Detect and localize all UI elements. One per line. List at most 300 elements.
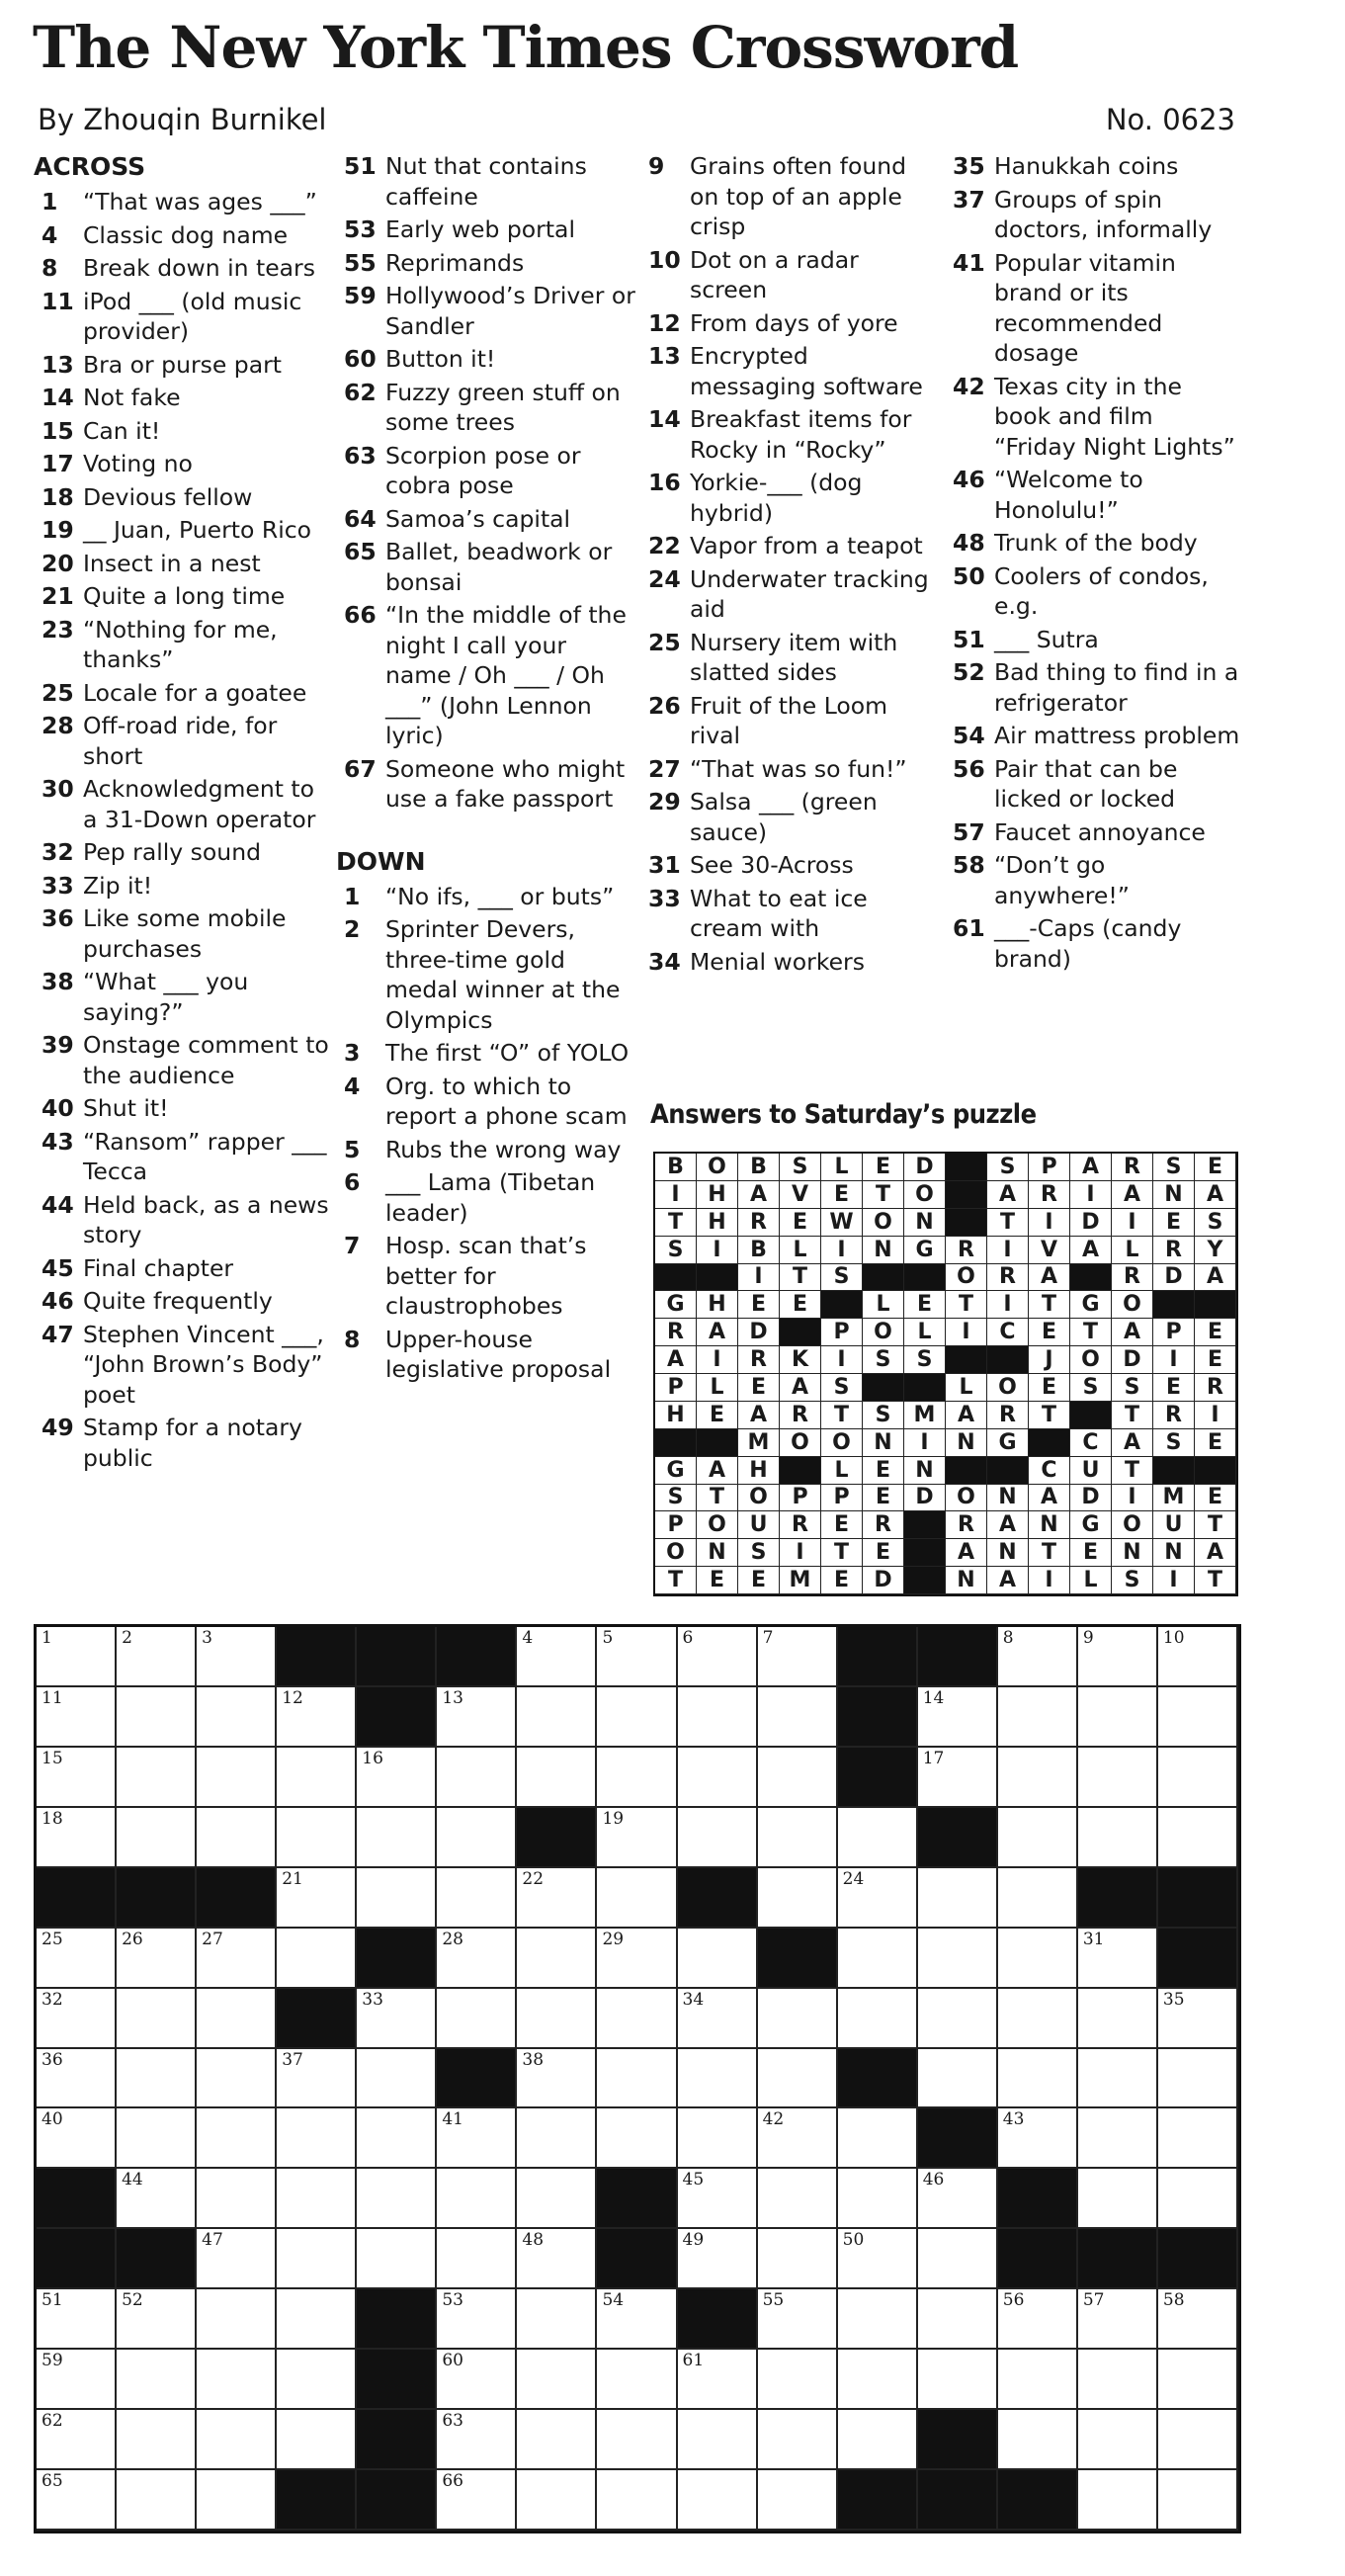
clue-number: 63 (344, 441, 377, 470)
grid-cell[interactable] (597, 1868, 677, 1929)
answer-letter: L (821, 1457, 863, 1485)
answer-letter: E (863, 1457, 904, 1485)
clue-text: Trunk of the body (994, 529, 1198, 557)
grid-cell[interactable] (437, 2108, 517, 2169)
grid-cell[interactable] (277, 1748, 357, 1808)
clue-number: 57 (953, 817, 985, 846)
grid-cell[interactable] (437, 1808, 517, 1868)
grid-cell[interactable] (1158, 2470, 1238, 2531)
grid-cell[interactable] (117, 2289, 197, 2350)
grid-cell[interactable] (678, 2410, 758, 2470)
grid-cell[interactable] (1078, 1748, 1158, 1808)
cell-number: 63 (442, 2411, 463, 2432)
answer-letter: R (1153, 1402, 1195, 1429)
grid-cell[interactable] (277, 1868, 357, 1929)
answer-letter: L (863, 1291, 904, 1319)
grid-cell[interactable] (1158, 1748, 1238, 1808)
clue-text: ___ Sutra (994, 625, 1099, 653)
grid-cell[interactable] (838, 1929, 918, 1989)
grid-cell[interactable] (1158, 1687, 1238, 1748)
grid-cell[interactable] (1078, 2169, 1158, 2229)
clue-number: 59 (344, 282, 377, 309)
grid-cell[interactable] (277, 1687, 357, 1748)
grid-cell[interactable] (918, 1989, 998, 2049)
grid-cell[interactable] (998, 1808, 1078, 1868)
clue-number: 33 (648, 884, 681, 912)
clue-text: Menial workers (690, 947, 865, 976)
grid-cell[interactable] (357, 2169, 437, 2229)
grid-cell[interactable] (1158, 2350, 1238, 2410)
clue-number: 67 (344, 754, 377, 783)
grid-cell[interactable] (437, 2470, 517, 2531)
clue-across-62 (336, 378, 637, 438)
grid-cell[interactable] (117, 1627, 197, 1687)
crossword-grid (34, 1624, 1241, 2533)
grid-cell[interactable] (998, 2350, 1078, 2410)
grid-cell[interactable] (1078, 1989, 1158, 2049)
grid-cell[interactable] (758, 2289, 838, 2350)
grid-cell[interactable] (517, 1687, 597, 1748)
answer-letter: T (946, 1291, 987, 1319)
clue-text: Like some mobile purchases (83, 904, 287, 963)
grid-cell[interactable] (597, 1748, 677, 1808)
grid-cell[interactable] (197, 1687, 277, 1748)
cell-number: 1 (42, 1628, 52, 1648)
grid-cell[interactable] (197, 1627, 277, 1687)
answer-letter: I (655, 1181, 697, 1209)
grid-cell[interactable] (1078, 2289, 1158, 2350)
grid-cell[interactable] (1158, 2049, 1238, 2109)
grid-cell[interactable] (517, 2229, 597, 2289)
clue-text: Upper-house legislative proposal (385, 1325, 612, 1383)
grid-cell[interactable] (678, 1687, 758, 1748)
grid-cell[interactable] (517, 1929, 597, 1989)
grid-cell[interactable] (1158, 2289, 1238, 2350)
clue-text: ___-Caps (candy brand) (994, 914, 1182, 973)
grid-cell[interactable] (597, 1808, 677, 1868)
clue-text: Someone who might use a fake passport (385, 754, 626, 813)
answer-black-square (780, 1457, 821, 1485)
grid-cell[interactable] (277, 2350, 357, 2410)
answer-letter: A (1112, 1181, 1153, 1209)
clue-number: 6 (344, 1168, 361, 1196)
grid-cell[interactable] (1078, 1687, 1158, 1748)
grid-cell[interactable] (37, 1687, 117, 1748)
grid-cell[interactable] (437, 2289, 517, 2350)
clue-down-35 (945, 151, 1241, 182)
grid-cell[interactable] (517, 2049, 597, 2109)
grid-cell[interactable] (597, 2410, 677, 2470)
answer-letter: N (987, 1539, 1029, 1567)
grid-cell[interactable] (37, 2470, 117, 2531)
grid-cell[interactable] (117, 2350, 197, 2410)
grid-cell[interactable] (117, 2169, 197, 2229)
grid-cell[interactable] (998, 2108, 1078, 2169)
grid-cell[interactable] (1158, 2169, 1238, 2229)
answer-letter: L (780, 1237, 821, 1264)
answer-letter: A (987, 1181, 1029, 1209)
grid-cell[interactable] (437, 1929, 517, 1989)
clue-text: Button it! (385, 345, 496, 373)
grid-cell[interactable] (918, 2350, 998, 2410)
grid-cell[interactable] (678, 2470, 758, 2531)
grid-cell[interactable] (37, 1929, 117, 1989)
grid-cell[interactable] (758, 1989, 838, 2049)
grid-cell[interactable] (437, 2229, 517, 2289)
clue-text: Break down in tears (83, 254, 315, 282)
grid-cell[interactable] (838, 2229, 918, 2289)
cell-number: 4 (522, 1628, 534, 1648)
grid-cell[interactable] (517, 2289, 597, 2350)
grid-cell[interactable] (1158, 1627, 1238, 1687)
answers-heading: Answers to Saturday’s puzzle (650, 1099, 1037, 1130)
clue-down-52 (945, 657, 1241, 718)
answer-black-square (655, 1264, 697, 1292)
grid-cell[interactable] (678, 1808, 758, 1868)
grid-cell[interactable] (918, 2229, 998, 2289)
grid-cell[interactable] (838, 2289, 918, 2350)
clue-text: Pep rally sound (83, 838, 262, 866)
clue-text: Air mattress problem (994, 722, 1240, 749)
grid-cell[interactable] (37, 1808, 117, 1868)
cell-number: 36 (42, 2049, 63, 2070)
grid-cell[interactable] (597, 2350, 677, 2410)
grid-cell[interactable] (1078, 2470, 1158, 2531)
answer-black-square (1195, 1291, 1236, 1319)
grid-cell[interactable] (197, 2410, 277, 2470)
grid-cell[interactable] (678, 1929, 758, 1989)
answer-letter: L (697, 1374, 738, 1402)
clue-across-14 (34, 383, 330, 413)
grid-cell[interactable] (678, 1989, 758, 2049)
clue-number: 21 (42, 582, 74, 610)
grid-cell[interactable] (998, 1868, 1078, 1929)
clue-text: Ballet, beadwork or bonsai (385, 538, 613, 596)
grid-cell[interactable] (758, 2108, 838, 2169)
grid-cell[interactable] (758, 2049, 838, 2109)
answer-letter: E (1153, 1374, 1195, 1402)
grid-cell[interactable] (437, 2410, 517, 2470)
grid-cell[interactable] (758, 2169, 838, 2229)
grid-cell[interactable] (758, 2470, 838, 2531)
grid-cell[interactable] (117, 1808, 197, 1868)
grid-cell[interactable] (1078, 1929, 1158, 1989)
grid-cell[interactable] (678, 2350, 758, 2410)
clue-text: The first “O” of YOLO (385, 1039, 630, 1067)
cell-number: 24 (842, 1868, 865, 1889)
grid-cell[interactable] (998, 2289, 1078, 2350)
clue-text: iPod ___ (old music provider) (83, 287, 302, 345)
clue-number: 30 (42, 775, 74, 803)
answer-letter: H (697, 1291, 738, 1319)
black-square (678, 2289, 758, 2350)
grid-cell[interactable] (678, 1627, 758, 1687)
grid-cell[interactable] (1078, 2410, 1158, 2470)
grid-cell[interactable] (277, 1808, 357, 1868)
grid-cell[interactable] (117, 1929, 197, 1989)
black-square (1078, 1868, 1158, 1929)
grid-cell[interactable] (1078, 1627, 1158, 1687)
grid-cell[interactable] (357, 1748, 437, 1808)
answer-letter: N (1153, 1539, 1195, 1567)
cell-number: 40 (42, 2109, 63, 2130)
answer-letter: I (821, 1346, 863, 1374)
grid-cell[interactable] (37, 1627, 117, 1687)
grid-cell[interactable] (678, 2049, 758, 2109)
answer-letter: P (655, 1374, 697, 1402)
answer-letter: A (1029, 1485, 1070, 1512)
grid-cell[interactable] (37, 2049, 117, 2109)
grid-cell[interactable] (197, 1808, 277, 1868)
clue-number: 5 (344, 1135, 361, 1163)
grid-cell[interactable] (517, 2108, 597, 2169)
clue-text: Breakfast items for Rocky in “Rocky” (690, 405, 912, 464)
answer-letter: R (1112, 1264, 1153, 1292)
answer-letter: S (1195, 1209, 1236, 1237)
grid-cell[interactable] (277, 2410, 357, 2470)
cell-number: 26 (122, 1929, 143, 1949)
grid-cell[interactable] (758, 1808, 838, 1868)
grid-cell[interactable] (197, 2470, 277, 2531)
grid-cell[interactable] (758, 1868, 838, 1929)
grid-cell[interactable] (37, 2350, 117, 2410)
clue-number: 9 (648, 152, 665, 180)
grid-cell[interactable] (918, 2169, 998, 2229)
clue-number: 19 (42, 516, 74, 544)
black-square (838, 1687, 918, 1748)
grid-cell[interactable] (517, 2169, 597, 2229)
answer-letter: D (1070, 1485, 1112, 1512)
grid-cell[interactable] (197, 2350, 277, 2410)
grid-cell[interactable] (597, 1627, 677, 1687)
grid-cell[interactable] (838, 2169, 918, 2229)
answer-letter: N (946, 1567, 987, 1594)
grid-cell[interactable] (678, 2229, 758, 2289)
grid-cell[interactable] (998, 1627, 1078, 1687)
grid-cell[interactable] (1078, 2049, 1158, 2109)
grid-cell[interactable] (1158, 2108, 1238, 2169)
grid-cell[interactable] (597, 2108, 677, 2169)
answer-black-square (904, 1567, 946, 1594)
black-square (37, 2169, 117, 2229)
grid-cell[interactable] (517, 2350, 597, 2410)
grid-cell[interactable] (37, 2410, 117, 2470)
grid-cell[interactable] (758, 2350, 838, 2410)
clue-down-6 (336, 1167, 637, 1228)
grid-cell[interactable] (918, 1929, 998, 1989)
grid-cell[interactable] (437, 1989, 517, 2049)
cell-number: 7 (762, 1628, 774, 1648)
grid-cell[interactable] (117, 2108, 197, 2169)
grid-cell[interactable] (918, 1748, 998, 1808)
grid-cell[interactable] (197, 2049, 277, 2109)
grid-cell[interactable] (597, 1989, 677, 2049)
answer-letter: D (1070, 1209, 1112, 1237)
grid-cell[interactable] (117, 1748, 197, 1808)
grid-cell[interactable] (517, 1748, 597, 1808)
grid-cell[interactable] (1158, 1808, 1238, 1868)
grid-cell[interactable] (277, 2049, 357, 2109)
grid-cell[interactable] (357, 1989, 437, 2049)
grid-cell[interactable] (357, 2108, 437, 2169)
grid-cell[interactable] (678, 1748, 758, 1808)
clue-across-47 (34, 1320, 330, 1411)
grid-cell[interactable] (277, 2169, 357, 2229)
grid-cell[interactable] (437, 1748, 517, 1808)
grid-cell[interactable] (37, 2289, 117, 2350)
black-square (838, 1627, 918, 1687)
answer-letter: E (904, 1291, 946, 1319)
clue-text: See 30-Across (690, 851, 854, 879)
grid-cell[interactable] (838, 2350, 918, 2410)
grid-cell[interactable] (998, 1989, 1078, 2049)
grid-cell[interactable] (517, 2470, 597, 2531)
clue-across-28 (34, 711, 330, 771)
grid-cell[interactable] (597, 1929, 677, 1989)
clue-text: “In the middle of the night I call your name / Oh ___ / Oh ___” (John Lennon lyric) (385, 601, 627, 749)
answer-letter: N (863, 1429, 904, 1457)
grid-cell[interactable] (197, 2108, 277, 2169)
grid-cell[interactable] (37, 1748, 117, 1808)
grid-cell[interactable] (437, 1868, 517, 1929)
grid-cell[interactable] (597, 2289, 677, 2350)
answer-letter: A (1112, 1319, 1153, 1346)
grid-cell[interactable] (1158, 1989, 1238, 2049)
grid-cell[interactable] (357, 2049, 437, 2109)
grid-cell[interactable] (918, 2289, 998, 2350)
grid-cell[interactable] (758, 2229, 838, 2289)
grid-cell[interactable] (117, 1989, 197, 2049)
grid-cell[interactable] (998, 1687, 1078, 1748)
grid-cell[interactable] (838, 2108, 918, 2169)
clue-across-36 (34, 903, 330, 964)
grid-cell[interactable] (998, 1929, 1078, 1989)
grid-cell[interactable] (437, 2350, 517, 2410)
grid-cell[interactable] (197, 1929, 277, 1989)
clue-down-56 (945, 754, 1241, 815)
answer-letter: T (1070, 1319, 1112, 1346)
answer-letter: T (821, 1539, 863, 1567)
grid-cell[interactable] (678, 2108, 758, 2169)
grid-cell[interactable] (437, 2169, 517, 2229)
cell-number: 9 (1082, 1628, 1094, 1648)
grid-cell[interactable] (838, 1989, 918, 2049)
grid-cell[interactable] (197, 2289, 277, 2350)
grid-cell[interactable] (437, 1687, 517, 1748)
grid-cell[interactable] (758, 1627, 838, 1687)
grid-cell[interactable] (1158, 2410, 1238, 2470)
clue-number: 16 (648, 469, 681, 496)
grid-cell[interactable] (517, 1868, 597, 1929)
grid-cell[interactable] (197, 2169, 277, 2229)
grid-cell[interactable] (277, 2108, 357, 2169)
cell-number: 29 (602, 1929, 625, 1949)
grid-cell[interactable] (517, 1627, 597, 1687)
grid-cell[interactable] (117, 2470, 197, 2531)
answer-black-square (1070, 1264, 1112, 1292)
answer-letter: T (697, 1485, 738, 1512)
grid-cell[interactable] (597, 2049, 677, 2109)
clue-column-2 (336, 151, 637, 1388)
grid-cell[interactable] (918, 2049, 998, 2109)
grid-cell[interactable] (517, 2410, 597, 2470)
answer-letter: C (1070, 1429, 1112, 1457)
grid-cell[interactable] (758, 1687, 838, 1748)
answer-letter: O (738, 1485, 780, 1512)
clue-down-58 (945, 850, 1241, 910)
grid-cell[interactable] (37, 2108, 117, 2169)
grid-cell[interactable] (37, 1989, 117, 2049)
grid-cell[interactable] (277, 1929, 357, 1989)
clue-across-38 (34, 967, 330, 1027)
grid-cell[interactable] (998, 2049, 1078, 2109)
grid-cell[interactable] (758, 1748, 838, 1808)
grid-cell[interactable] (838, 2410, 918, 2470)
grid-cell[interactable] (277, 2289, 357, 2350)
grid-cell[interactable] (197, 2229, 277, 2289)
grid-cell[interactable] (117, 2410, 197, 2470)
grid-cell[interactable] (998, 2410, 1078, 2470)
grid-cell[interactable] (597, 1687, 677, 1748)
clue-number: 64 (344, 504, 377, 533)
grid-cell[interactable] (357, 2229, 437, 2289)
clue-text: Bad thing to find in a refrigerator (994, 658, 1239, 717)
clue-down-4 (336, 1072, 637, 1132)
grid-cell[interactable] (597, 2470, 677, 2531)
grid-cell[interactable] (117, 1687, 197, 1748)
answer-letter: S (1112, 1567, 1153, 1594)
clue-text: Coolers of condos, e.g. (994, 561, 1209, 620)
answer-letter: H (697, 1209, 738, 1237)
grid-cell[interactable] (197, 1748, 277, 1808)
answer-letter: P (821, 1485, 863, 1512)
clue-number: 56 (953, 754, 985, 783)
black-square (357, 2350, 437, 2410)
grid-cell[interactable] (838, 1868, 918, 1929)
answer-letter: E (863, 1539, 904, 1567)
grid-cell[interactable] (758, 2410, 838, 2470)
grid-cell[interactable] (1078, 1808, 1158, 1868)
grid-cell[interactable] (998, 1748, 1078, 1808)
clue-number: 2 (344, 915, 361, 943)
clue-across-40 (34, 1093, 330, 1124)
clue-number: 31 (648, 851, 681, 879)
answer-letter: G (1070, 1511, 1112, 1539)
clue-text: __ Juan, Puerto Rico (83, 516, 312, 544)
answer-letter: A (987, 1567, 1029, 1594)
grid-cell[interactable] (517, 1989, 597, 2049)
grid-cell[interactable] (1078, 2350, 1158, 2410)
answer-letter: O (904, 1181, 946, 1209)
grid-cell[interactable] (918, 1868, 998, 1929)
grid-cell[interactable] (357, 1808, 437, 1868)
clue-down-61 (945, 913, 1241, 974)
grid-cell[interactable] (117, 2049, 197, 2109)
black-square (37, 1868, 117, 1929)
grid-cell[interactable] (1078, 2108, 1158, 2169)
grid-cell[interactable] (197, 1989, 277, 2049)
black-square (37, 2229, 117, 2289)
grid-cell[interactable] (678, 2169, 758, 2229)
answer-letter: S (655, 1485, 697, 1512)
grid-cell[interactable] (838, 1808, 918, 1868)
grid-cell[interactable] (357, 1868, 437, 1929)
black-square (998, 2169, 1078, 2229)
grid-cell[interactable] (277, 2229, 357, 2289)
clue-number: 25 (648, 628, 681, 656)
clue-text: Hosp. scan that’s better for claustrophobes (385, 1232, 587, 1320)
grid-cell[interactable] (918, 1687, 998, 1748)
